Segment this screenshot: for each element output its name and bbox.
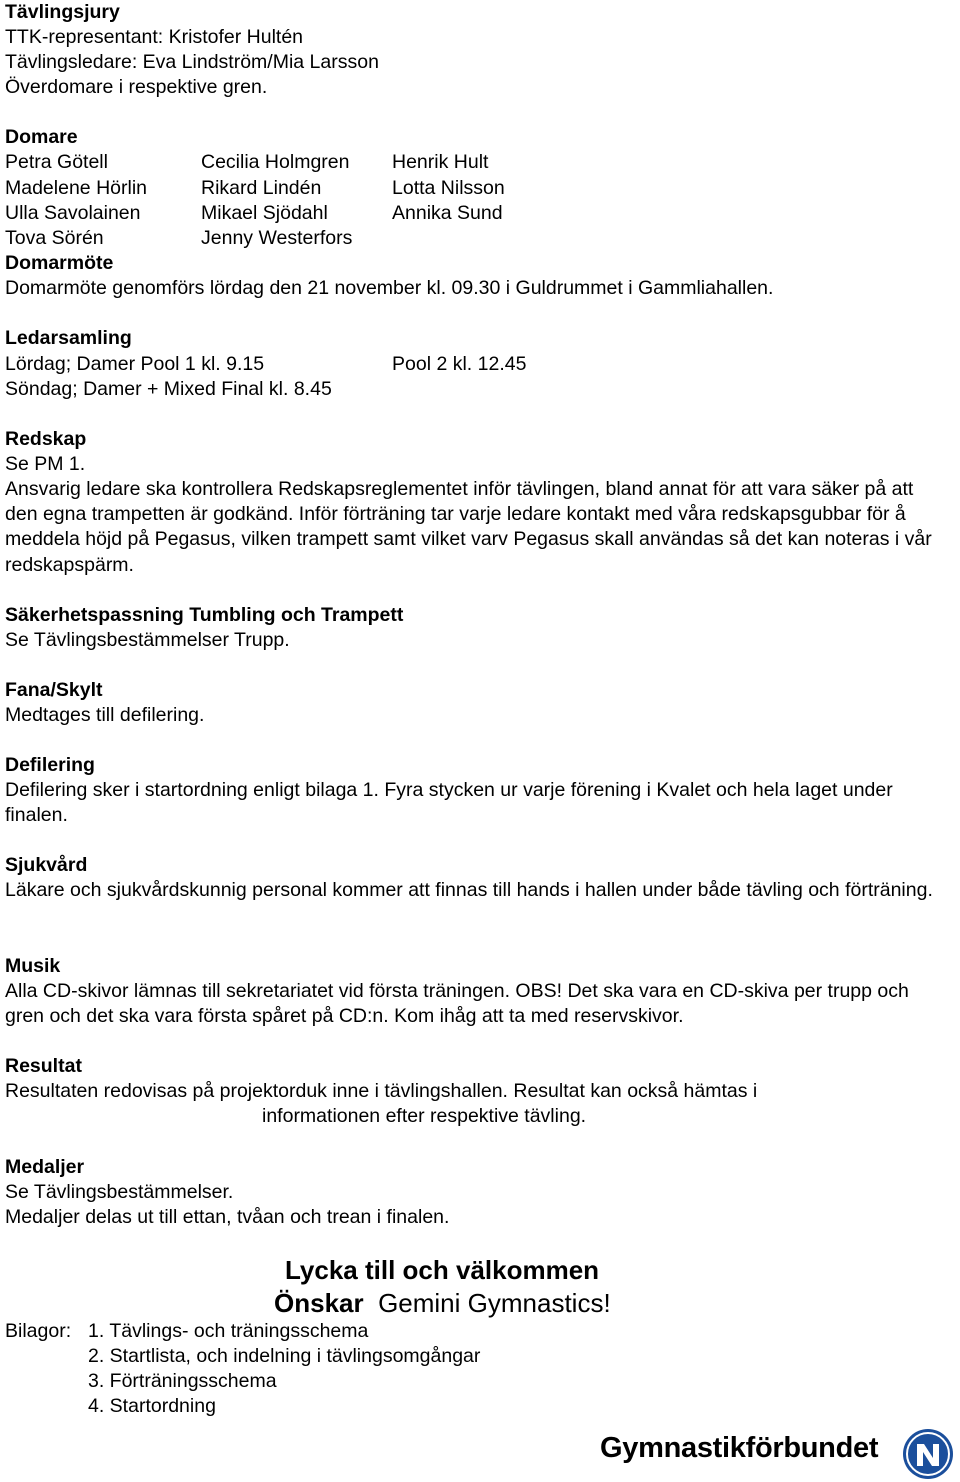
flag-heading: Fana/Skylt: [5, 679, 103, 701]
judge-name: Petra Götell: [5, 151, 108, 173]
judge-name: Henrik Hult: [392, 151, 489, 173]
medical-heading: Sjukvård: [5, 854, 88, 876]
judge-name: Annika Sund: [392, 202, 503, 224]
judge-meeting-heading: Domarmöte: [5, 252, 114, 274]
attachment-item: 1. Tävlings- och träningsschema: [88, 1320, 369, 1342]
jury-line: TTK-representant: Kristofer Hultén: [5, 26, 304, 48]
judge-name: Cecilia Holmgren: [201, 151, 350, 173]
music-text: Alla CD-skivor lämnas till sekretariatet vid första träningen. OBS! Det ska vara en CD-skiva per trupp och gren och det ska vara första spåret på CD:n. Kom ihåg att ta med reservskivor.: [5, 980, 909, 1028]
attachment-item: 2. Startlista, och indelning i tävlingsomgångar: [88, 1345, 481, 1367]
judge-name: Madelene Hörlin: [5, 177, 147, 199]
jury-line: Tävlingsledare: Eva Lindström/Mia Larsson: [5, 51, 379, 73]
safety-heading: Säkerhetspassning Tumbling och Trampett: [5, 604, 404, 626]
judge-name: Jenny Westerfors: [201, 227, 353, 249]
judge-meeting-text: Domarmöte genomförs lördag den 21 november kl. 09.30 i Guldrummet i Gammliahallen.: [5, 277, 774, 299]
leader-meeting-saturday: Lördag; Damer Pool 1 kl. 9.15: [5, 353, 265, 375]
flag-text: Medtages till defilering.: [5, 704, 205, 726]
parade-text: Defilering sker i startordning enligt bilaga 1. Fyra stycken ur varje förening i Kvalet och hela laget under finalen.: [5, 779, 893, 827]
equipment-heading: Redskap: [5, 428, 87, 450]
jury-line: Överdomare i respektive gren.: [5, 76, 268, 98]
equipment-text: Ansvarig ledare ska kontrollera Redskapsreglementet inför tävlingen, bland annat för att vara säker på att den egna trampetten är godkänd. Inför förträning tar varje ledare kontakt med våra redskapsgubbar för å meddela höjd på Pegasus, vilken trampett samt vilket varv Pegasus skall användas så det kan noteras i vår redskapspärm.: [5, 478, 932, 576]
jury-heading: Tävlingsjury: [5, 1, 120, 23]
results-text-line2: informationen efter respektive tävling.: [262, 1105, 587, 1127]
judge-name: Mikael Sjödahl: [201, 202, 328, 224]
medals-text-line1: Se Tävlingsbestämmelser.: [5, 1181, 234, 1203]
judge-name: Tova Sörén: [5, 227, 104, 249]
leader-meeting-sunday: Söndag; Damer + Mixed Final kl. 8.45: [5, 378, 332, 400]
judge-name: Rikard Lindén: [201, 177, 322, 199]
medals-text-line2: Medaljer delas ut till ettan, tvåan och trean i finalen.: [5, 1206, 450, 1228]
attachment-item: 4. Startordning: [88, 1395, 216, 1417]
parade-heading: Defilering: [5, 754, 95, 776]
results-heading: Resultat: [5, 1055, 82, 1077]
leader-meeting-heading: Ledarsamling: [5, 327, 132, 349]
gymnastikforbundet-logo-text: Gymnastikförbundet: [600, 1432, 879, 1464]
music-heading: Musik: [5, 955, 61, 977]
equipment-ref: Se PM 1.: [5, 453, 86, 475]
judge-name: Ulla Savolainen: [5, 202, 141, 224]
closing-line1: Lycka till och välkommen: [285, 1255, 600, 1285]
medical-text: Läkare och sjukvårdskunnig personal kommer att finnas till hands i hallen under både tävling och förträning.: [5, 879, 933, 901]
attachment-item: 3. Förträningsschema: [88, 1370, 277, 1392]
judge-name: Lotta Nilsson: [392, 177, 505, 199]
closing-bold-word: Önskar: [274, 1288, 364, 1318]
leader-meeting-pool2: Pool 2 kl. 12.45: [392, 353, 527, 375]
attachments-label: Bilagor:: [5, 1320, 72, 1342]
gymnastikforbundet-logo-icon: [902, 1428, 954, 1480]
results-text-line1: Resultaten redovisas på projektorduk inne i tävlingshallen. Resultat kan också hämtas i: [5, 1080, 758, 1102]
medals-heading: Medaljer: [5, 1156, 85, 1178]
closing-line2: [274, 1287, 611, 1319]
safety-text: Se Tävlingsbestämmelser Trupp.: [5, 629, 290, 651]
judges-heading: Domare: [5, 126, 78, 148]
closing-org: Gemini Gymnastics!: [378, 1288, 611, 1318]
